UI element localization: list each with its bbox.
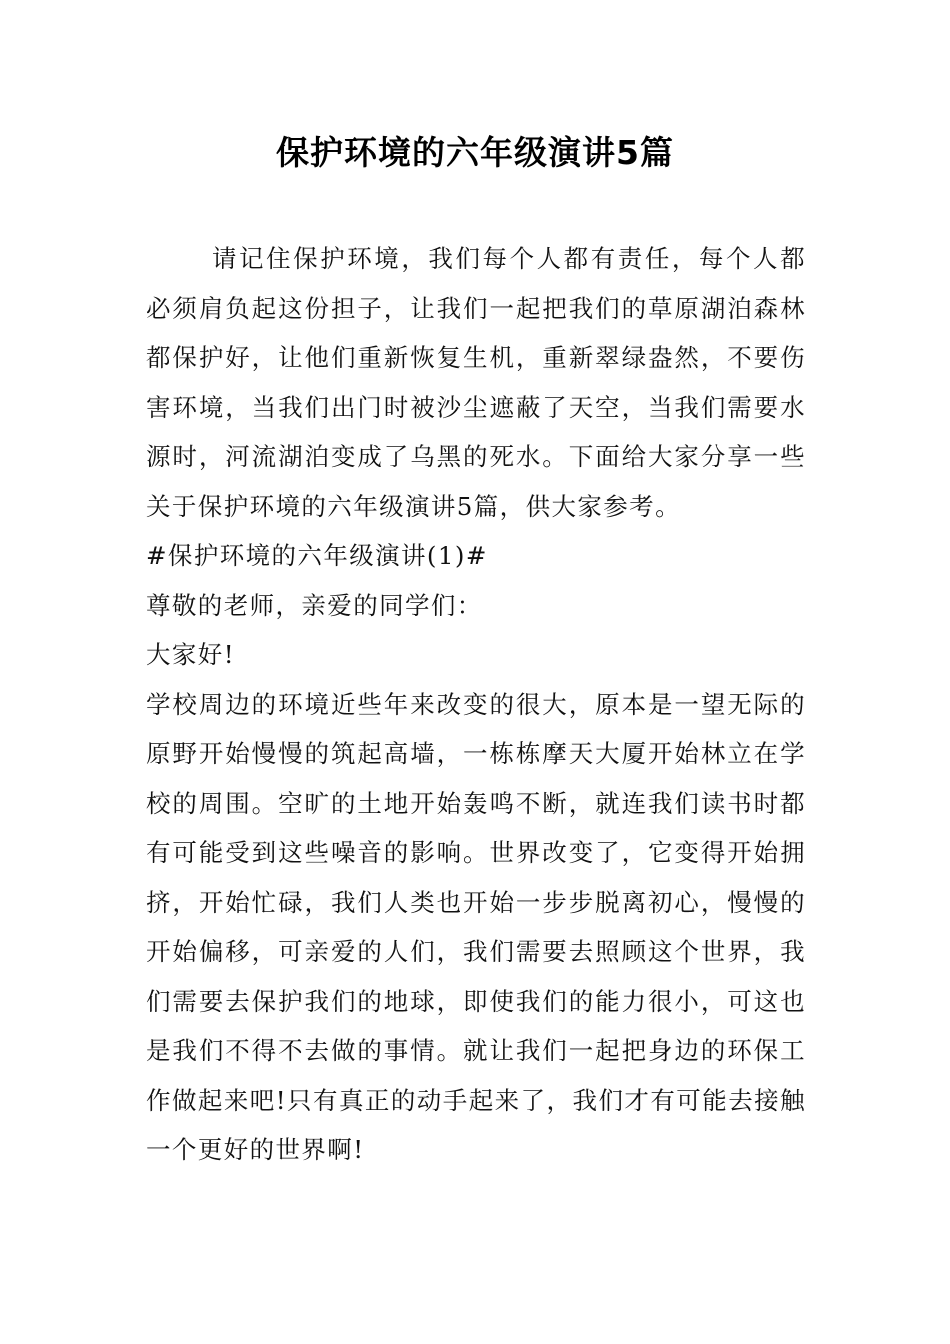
document-body	[146, 234, 806, 1175]
document-title: 保护环境的六年级演讲5篇	[276, 133, 674, 172]
salutation-paragraph: 尊敬的老师，亲爱的同学们：	[146, 590, 483, 620]
greeting-paragraph: 大家好!	[146, 640, 235, 669]
speech-paragraph: 学校周边的环境近些年来改变的很大，原本是一望无际的原野开始慢慢的筑起高墙，一栋栋摩天大厦开始林立在学校的周围。空旷的土地开始轰鸣不断，就连我们读书时都有可能受到这些噪音的影响。世界改变了，它变得开始拥挤，开始忙碌，我们人类也开始一步步脱离初心，慢慢的开始偏移，可亲爱的人们，我们需要去照顾这个世界，我们需要去保护我们的地球，即使我们的能力很小，可这也是我们不得不去做的事情。就让我们一起把身边的环保工作做起来吧!只有真正的动手起来了，我们才有可能去接触一个更好的世界啊!	[146, 689, 806, 1164]
intro-paragraph: 请记住保护环境，我们每个人都有责任，每个人都必须肩负起这份担子，让我们一起把我们的草原湖泊森林都保护好，让他们重新恢复生机，重新翠绿盎然，不要伤害环境，当我们出门时被沙尘遮蔽了天空，当我们需要水源时，河流湖泊变成了乌黑的死水。下面给大家分享一些关于保护环境的六年级演讲5篇，供大家参考。	[146, 244, 806, 521]
section-heading: #保护环境的六年级演讲(1)#	[146, 541, 488, 570]
